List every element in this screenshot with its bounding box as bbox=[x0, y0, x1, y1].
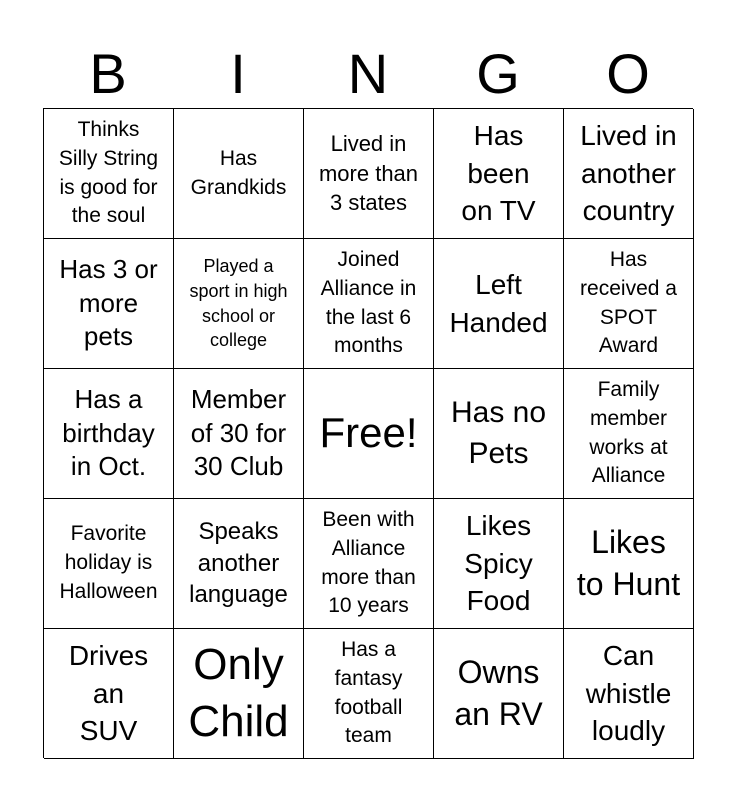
bingo-cell[interactable]: Thinks Silly String is good for the soul bbox=[44, 109, 174, 239]
bingo-cell[interactable]: Speaks another language bbox=[174, 499, 304, 629]
bingo-cell[interactable]: Only Child bbox=[174, 629, 304, 759]
header-letter-i: I bbox=[230, 42, 246, 105]
header-letter-b: B bbox=[89, 42, 127, 105]
bingo-cell[interactable]: Lived in another country bbox=[564, 109, 694, 239]
bingo-cell[interactable]: Drives an SUV bbox=[44, 629, 174, 759]
bingo-cell[interactable]: Can whistle loudly bbox=[564, 629, 694, 759]
bingo-cell[interactable]: Left Handed bbox=[434, 239, 564, 369]
bingo-header bbox=[43, 40, 693, 108]
bingo-cell[interactable]: Been with Alliance more than 10 years bbox=[304, 499, 434, 629]
bingo-cell[interactable]: Likes Spicy Food bbox=[434, 499, 564, 629]
header-letter-g: G bbox=[476, 42, 520, 105]
free-space[interactable]: Free! bbox=[304, 369, 434, 499]
bingo-cell[interactable]: Family member works at Alliance bbox=[564, 369, 694, 499]
bingo-cell[interactable]: Member of 30 for 30 Club bbox=[174, 369, 304, 499]
bingo-cell[interactable]: Has no Pets bbox=[434, 369, 564, 499]
bingo-cell[interactable]: Has Grandkids bbox=[174, 109, 304, 239]
header-letter-n: N bbox=[347, 42, 389, 105]
bingo-cell[interactable]: Has 3 or more pets bbox=[44, 239, 174, 369]
header-letter-o: O bbox=[606, 42, 650, 105]
bingo-board bbox=[43, 108, 693, 758]
bingo-cell[interactable]: Owns an RV bbox=[434, 629, 564, 759]
bingo-cell[interactable]: Has a birthday in Oct. bbox=[44, 369, 174, 499]
bingo-cell[interactable]: Likes to Hunt bbox=[564, 499, 694, 629]
bingo-cell[interactable]: Lived in more than 3 states bbox=[304, 109, 434, 239]
bingo-cell[interactable]: Has received a SPOT Award bbox=[564, 239, 694, 369]
bingo-cell[interactable]: Has a fantasy football team bbox=[304, 629, 434, 759]
bingo-cell[interactable]: Has been on TV bbox=[434, 109, 564, 239]
bingo-cell[interactable]: Favorite holiday is Halloween bbox=[44, 499, 174, 629]
bingo-cell[interactable]: Joined Alliance in the last 6 months bbox=[304, 239, 434, 369]
bingo-cell[interactable]: Played a sport in high school or college bbox=[174, 239, 304, 369]
